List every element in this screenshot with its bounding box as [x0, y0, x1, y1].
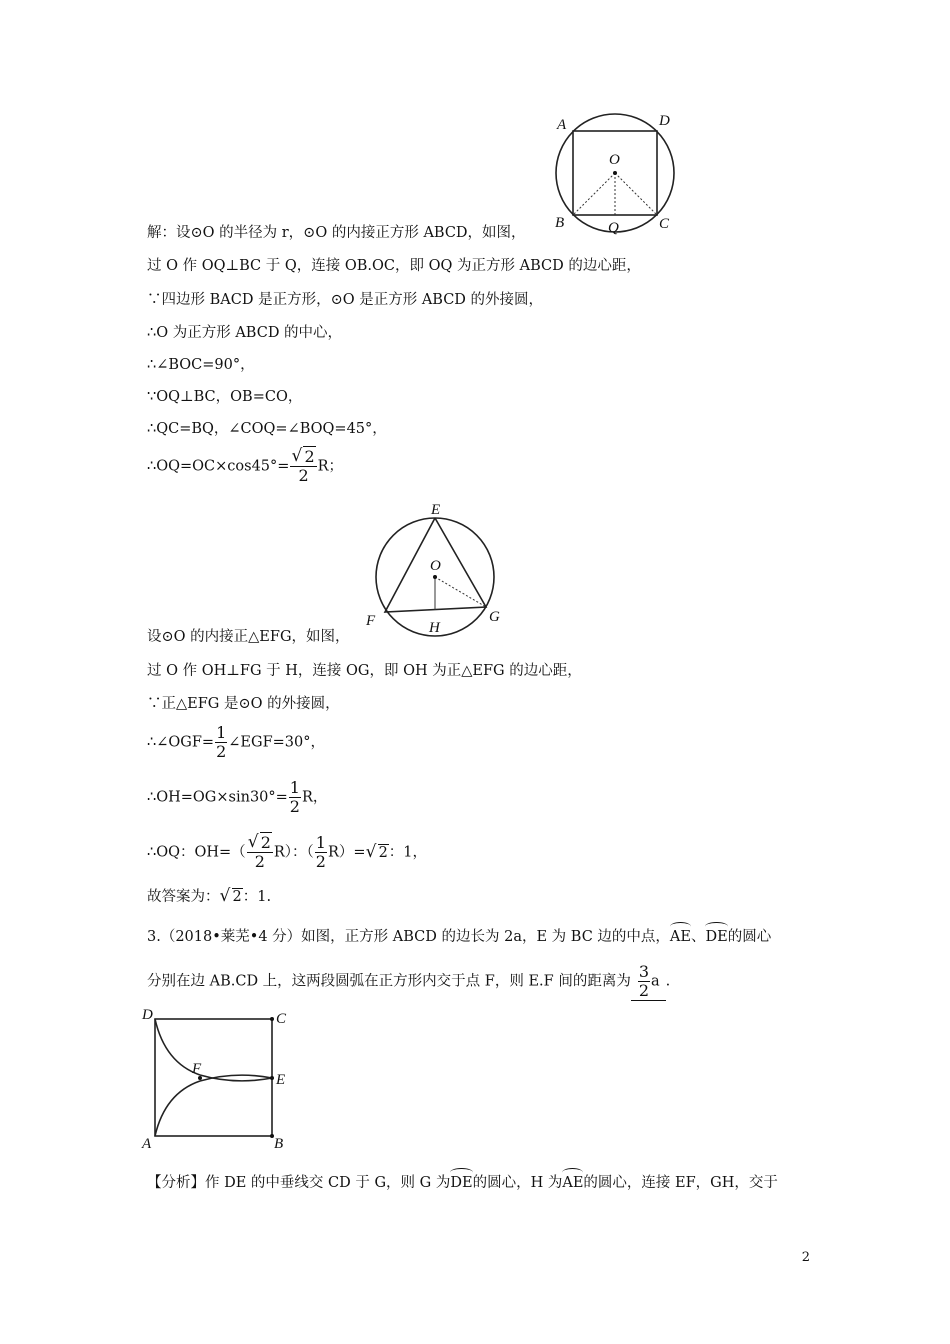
arc-ae: AE [670, 922, 691, 947]
label-d: D [142, 1007, 153, 1023]
sqrt-symbol: √ 2 [220, 887, 243, 907]
label-d: D [659, 113, 670, 129]
segment-oc [615, 173, 657, 215]
segment-ob [573, 173, 615, 215]
page-number: 2 [801, 1250, 810, 1265]
center-point [433, 575, 437, 579]
text-line-9: 设⊙O 的内接正△EFG，如图， [147, 629, 350, 645]
arc-de-curve [155, 1019, 272, 1081]
label-b: B [555, 215, 565, 231]
text-line-13: ∴OH=OG×sin30°= $\frac{1}{2}$ R， [147, 778, 328, 816]
label-f: F [192, 1061, 202, 1077]
label-e: E [431, 502, 441, 518]
fraction-one-half: $\frac{1}{2}$ [315, 833, 326, 871]
text-line-2: 过 O 作 OQ⊥BC 于 Q，连接 OB.OC，即 OQ 为正方形 ABCD 的边心距， [147, 258, 641, 274]
label-b: B [274, 1136, 284, 1152]
vertex-dot [270, 1076, 274, 1080]
text-line-1: 解：设⊙O 的半径为 r，⊙O 的内接正方形 ABCD，如图， [147, 225, 526, 241]
label-c: C [659, 216, 670, 232]
label-c: C [276, 1011, 287, 1027]
text-line-12: ∴∠OGF= $\frac{1}{2}$ ∠EGF=30°， [147, 723, 325, 761]
sqrt-symbol: √ 2 [248, 834, 272, 852]
sqrt-symbol: √ 2 [366, 843, 389, 863]
text-line-3: ∵四边形 BACD 是正方形，⊙O 是正方形 ABCD 的外接圆， [147, 292, 544, 308]
label-h: H [429, 620, 440, 636]
arc-de: DE [450, 1168, 472, 1193]
text-line-8-pre: ∴OQ=OC×cos45°= [147, 458, 290, 475]
figure-square-in-circle [545, 110, 685, 238]
label-o: O [609, 152, 620, 168]
label-a: A [557, 117, 567, 133]
label-e: E [276, 1072, 286, 1088]
text-line-4: ∴O 为正方形 ABCD 的中心， [147, 325, 343, 341]
text-line-15: 故答案为：√ 2：1. [147, 887, 271, 907]
label-o: O [430, 558, 441, 574]
text-line-8 [147, 448, 343, 485]
sqrt-symbol: √ 2 [291, 448, 315, 466]
center-point [613, 171, 617, 175]
vertex-dot [270, 1017, 274, 1021]
figure-square-with-arcs [140, 1005, 300, 1155]
text-line-8-post: R； [317, 458, 344, 475]
text-line-5: ∴∠BOC=90°， [147, 357, 255, 373]
arc-ae-curve [155, 1075, 272, 1136]
arc-ae: AE [562, 1168, 583, 1193]
fraction-sqrt2-over-2: √ $\frac{2}{2}$ [290, 448, 316, 485]
segment-og [435, 577, 486, 607]
text-line-6: ∵OQ⊥BC，OB=CO， [147, 389, 303, 405]
fraction-sqrt2-over-2: √ $\frac{2}{2}$ [247, 834, 273, 871]
arc-de: DE [705, 922, 727, 947]
question-3-line-1: 3.（2018•莱芜•4 分）如图，正方形 ABCD 的边长为 2a，E 为 BC 边的中点，AE、DE的圆心 [147, 922, 771, 947]
answer-blank: $\frac{3}{2}$ a [631, 963, 666, 1001]
text-line-10: 过 O 作 OH⊥FG 于 H，连接 OG，即 OH 为正△EFG 的边心距， [147, 663, 582, 679]
text-line-7: ∴QC=BQ，∠COQ=∠BOQ=45°， [147, 421, 387, 437]
analysis-line: 【分析】作 DE 的中垂线交 CD 于 G，则 G 为DE的圆心，H 为AE的圆心，连接 EF，GH，交于 [147, 1168, 778, 1193]
fraction-one-half: $\frac{1}{2}$ [216, 723, 227, 761]
fraction-one-half: $\frac{1}{2}$ [289, 778, 300, 816]
label-g: G [489, 609, 500, 625]
label-f: F [366, 613, 376, 629]
question-3-line-2: 分别在边 AB.CD 上，这两段圆弧在正方形内交于点 F，则 E.F 间的距离为 $\frac{3}{2}$ a . [147, 962, 671, 1000]
label-a: A [142, 1136, 152, 1152]
label-q: Q [608, 220, 619, 236]
text-line-14: ∴OQ：OH=（ √ $\frac{2}{2}$ R）：（ $\frac{1}{2}$ R）=√ 2：1， [147, 834, 427, 871]
fraction-three-halves: $\frac{3}{2}$ [638, 962, 650, 1000]
figure-triangle-in-circle [360, 498, 510, 638]
text-line-11: ∵正△EFG 是⊙O 的外接圆， [147, 696, 340, 712]
